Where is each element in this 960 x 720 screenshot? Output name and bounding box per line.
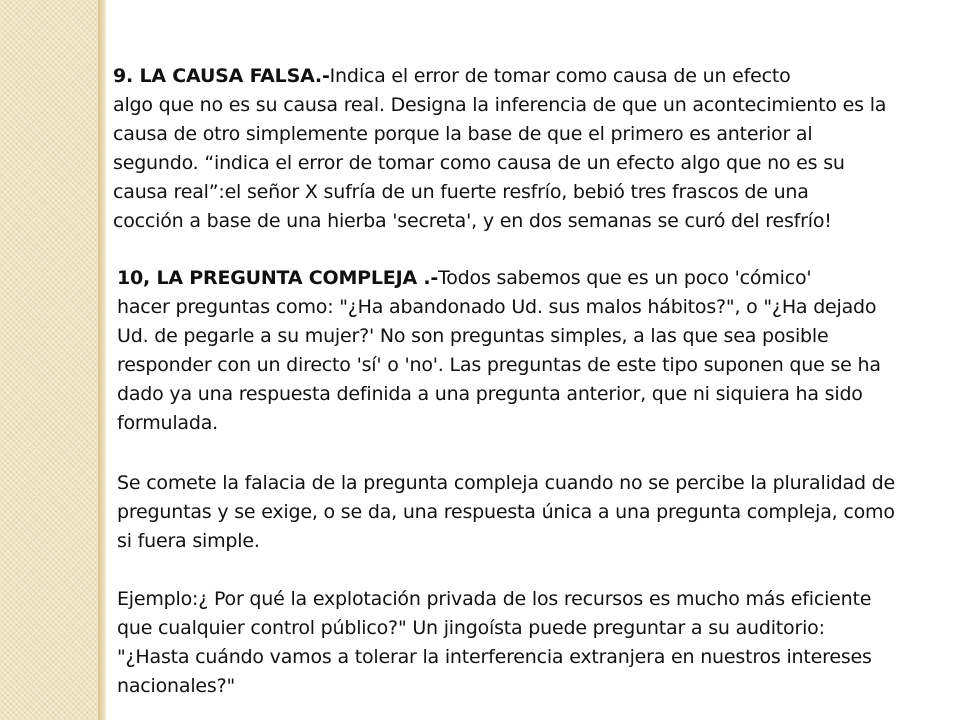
- paragraph-line: hacer preguntas como: "¿Ha abandonado Ud. sus malos hábitos?", o "¿Ha dejado: [117, 296, 877, 318]
- paragraph-line: que cualquier control público?" Un jingoísta puede preguntar a su auditorio:: [117, 617, 825, 639]
- text-run: Indica el error de tomar como causa de un efecto: [329, 65, 791, 87]
- paragraph-pregunta-compleja: [117, 264, 881, 438]
- paragraph-line: responder con un directo 'sí' o 'no'. Las preguntas de este tipo suponen que se ha: [117, 354, 881, 376]
- paragraph-line: "¿Hasta cuándo vamos a tolerar la interferencia extranjera en nuestros intereses: [117, 646, 872, 668]
- paragraph-line: Ud. de pegarle a su mujer?' No son preguntas simples, a las que sea posible: [117, 325, 829, 347]
- paragraph-line: cocción a base de una hierba 'secreta', y en dos semanas se curó del resfrío!: [113, 210, 832, 232]
- paragraph-line: segundo. “indica el error de tomar como causa de un efecto algo que no es su: [113, 152, 845, 174]
- paragraph-falacia: [117, 469, 895, 556]
- paragraph-line: [113, 62, 886, 91]
- section-heading-pregunta-compleja: 10, LA PREGUNTA COMPLEJA .-: [117, 267, 439, 289]
- paragraph-line: causa de otro simplemente porque la base de que el primero es anterior al: [113, 123, 813, 145]
- text-run: Todos sabemos que es un poco 'cómico': [438, 267, 812, 289]
- paragraph-line: formulada.: [117, 412, 219, 434]
- paragraph-line: algo que no es su causa real. Designa la inferencia de que un acontecimiento es la: [113, 94, 887, 116]
- paragraph-line: [117, 264, 881, 293]
- section-heading-causa-falsa: 9. LA CAUSA FALSA.-: [113, 65, 330, 87]
- paragraph-line: Se comete la falacia de la pregunta compleja cuando no se percibe la pluralidad de: [117, 472, 896, 494]
- paragraph-line: preguntas y se exige, o se da, una respuesta única a una pregunta compleja, como: [117, 501, 895, 523]
- paragraph-line: causa real”:el señor X sufría de un fuerte resfrío, bebió tres frascos de una: [113, 181, 809, 203]
- decorative-side-band: [0, 0, 98, 720]
- paragraph-line: Ejemplo:¿ Por qué la explotación privada de los recursos es mucho más eficiente: [117, 588, 872, 610]
- paragraph-ejemplo: [117, 585, 872, 701]
- paragraph-line: si fuera simple.: [117, 530, 260, 552]
- paragraph-line: dado ya una respuesta definida a una pregunta anterior, que ni siquiera ha sido: [117, 383, 863, 405]
- paragraph-line: nacionales?": [117, 675, 236, 697]
- paragraph-causa-falsa: [113, 62, 886, 236]
- decorative-side-line: [98, 0, 106, 720]
